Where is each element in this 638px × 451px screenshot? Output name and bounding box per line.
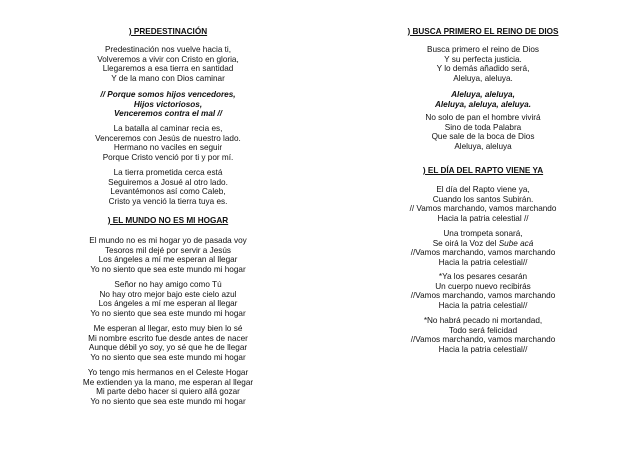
lyric-line: Hacia la patria celestial// xyxy=(438,344,528,354)
lyric-line: Aleluya, aleluya. xyxy=(453,73,513,83)
stanza xyxy=(70,168,266,206)
lyric-line: Mi parte debo hacer si quiero allá gozar xyxy=(96,387,240,397)
lyric-line: Los ángeles a mí me esperan al llegar xyxy=(98,299,238,309)
lyric-line: El día del Rapto viene ya, xyxy=(436,185,530,194)
lyric-line: Hermano no vaciles en seguir xyxy=(113,143,223,153)
lyric-line: La batalla al caminar recia es, xyxy=(113,124,223,133)
lyric-line: Yo tengo mis hermanos en el Celeste Hogar xyxy=(87,368,249,377)
lyric-line: //Vamos marchando, vamos marchando xyxy=(410,335,556,345)
lyric-line: // Porque somos hijos vencedores, xyxy=(100,90,236,99)
lyric-line xyxy=(388,239,578,249)
lyric-line: Y de la mano con Dios caminar xyxy=(111,73,225,83)
lyric-line: Un cuerpo nuevo recibirás xyxy=(435,281,531,291)
lyric-line: La tierra prometida cerca está xyxy=(113,168,223,177)
stanza xyxy=(70,368,266,406)
stanza xyxy=(388,113,578,151)
lyric-line: Y lo demás añadido será, xyxy=(436,64,530,74)
lyric-line: Aleluya, aleluya xyxy=(454,141,512,151)
lyric-line: Seguiremos a Josué al otro lado. xyxy=(108,177,228,187)
lyric-line: Yo no siento que sea este mundo mi hogar xyxy=(90,396,246,406)
lyric-line: Busca primero el reino de Dios xyxy=(427,45,539,54)
lyric-line: No hay otro mejor bajo este cielo azul xyxy=(99,289,237,299)
lyric-line: Venceremos contra el mal // xyxy=(113,109,222,119)
stanza xyxy=(388,272,578,310)
lyric-line: Predestinación nos vuelve hacia ti, xyxy=(104,45,232,54)
lyric-line: Cuando los santos Subirán. xyxy=(432,194,534,204)
lyric-line: Aunque débil yo soy, yo sé que he de llegar xyxy=(88,343,248,353)
lyric-line: Tesoros mil dejé por servir a Jesús xyxy=(104,245,232,255)
song-title-el-dia-del-rapto: ) EL DÍA DEL RAPTO VIENE YA xyxy=(422,166,544,175)
lyric-line: Hacia la patria celestial// xyxy=(438,257,528,267)
lyric-line: Los ángeles a mí me esperan al llegar xyxy=(98,255,238,265)
lyric-line: //Vamos marchando, vamos marchando xyxy=(410,248,556,258)
song-title-el-mundo-no-es-mi-hogar: ) EL MUNDO NO ES MI HOGAR xyxy=(107,216,229,225)
lyric-line: Me extienden ya la mano, me esperan al llegar xyxy=(82,377,254,387)
lyric-line: Llegaremos a esa tierra en santidad xyxy=(102,64,234,74)
lyric-line: Yo no siento que sea este mundo mi hogar xyxy=(90,264,246,274)
stanza xyxy=(70,280,266,318)
lyric-line: *No habrá pecado ni mortandad, xyxy=(423,316,543,325)
stanza xyxy=(70,236,266,274)
lyric-line: No solo de pan el hombre vivirá xyxy=(425,113,541,122)
lyric-italic-text: Sube acá xyxy=(498,238,534,248)
lyric-line: Una trompeta sonará, xyxy=(443,229,523,238)
lyric-line: Todo será felicidad xyxy=(448,325,518,335)
lyric-line: Porque Cristo venció por ti y por mí. xyxy=(102,152,234,162)
stanza xyxy=(388,45,578,83)
lyric-line: Que sale de la boca de Dios xyxy=(431,132,535,142)
lyric-line: // Vamos marchando, vamos marchando xyxy=(409,204,557,214)
lyric-text: Se oirá la Voz del xyxy=(432,238,499,248)
lyric-line: Mi nombre escrito fue desde antes de nacer xyxy=(88,333,248,343)
lyric-line: Levantémonos así como Caleb, xyxy=(110,187,226,197)
stanza xyxy=(70,45,266,83)
lyric-line: //Vamos marchando, vamos marchando xyxy=(410,291,556,301)
lyric-line: El mundo no es mi hogar yo de pasada voy xyxy=(89,236,247,245)
stanza xyxy=(388,229,578,267)
lyric-line: Señor no hay amigo como Tú xyxy=(114,280,222,289)
chorus xyxy=(70,90,266,119)
lyric-line: Hacia la patria celestial// xyxy=(438,300,528,310)
lyric-line: Aleluya, aleluya, aleluya. xyxy=(434,99,532,109)
lyric-line: Volveremos a vivir con Cristo en gloria, xyxy=(97,54,239,64)
lyric-line: *Ya los pesares cesarán xyxy=(438,272,528,281)
lyric-line: Cristo ya venció la tierra tuya es. xyxy=(108,196,228,206)
stanza xyxy=(388,185,578,223)
lyric-line: Yo no siento que sea este mundo mi hogar xyxy=(90,352,246,362)
stanza xyxy=(70,124,266,162)
lyric-line: Sino de toda Palabra xyxy=(444,122,522,132)
song-title-predestinacion: ) PREDESTINACIÓN xyxy=(128,27,208,36)
lyric-line: Hacia la patria celestial // xyxy=(437,213,529,223)
lyric-line: Venceremos con Jesús de nuestro lado. xyxy=(95,133,241,143)
song-title-busca-primero: ) BUSCA PRIMERO EL REINO DE DIOS xyxy=(407,27,559,36)
lyric-line: Hijos victoriosos, xyxy=(133,99,203,109)
stanza xyxy=(388,316,578,354)
stanza xyxy=(70,324,266,362)
chorus xyxy=(388,90,578,109)
lyric-line: Aleluya, aleluya, xyxy=(451,90,515,99)
lyric-line: Y su perfecta justicia. xyxy=(444,54,522,64)
lyric-line: Yo no siento que sea este mundo mi hogar xyxy=(90,308,246,318)
lyric-line: Me esperan al llegar, esto muy bien lo sé xyxy=(93,324,243,333)
